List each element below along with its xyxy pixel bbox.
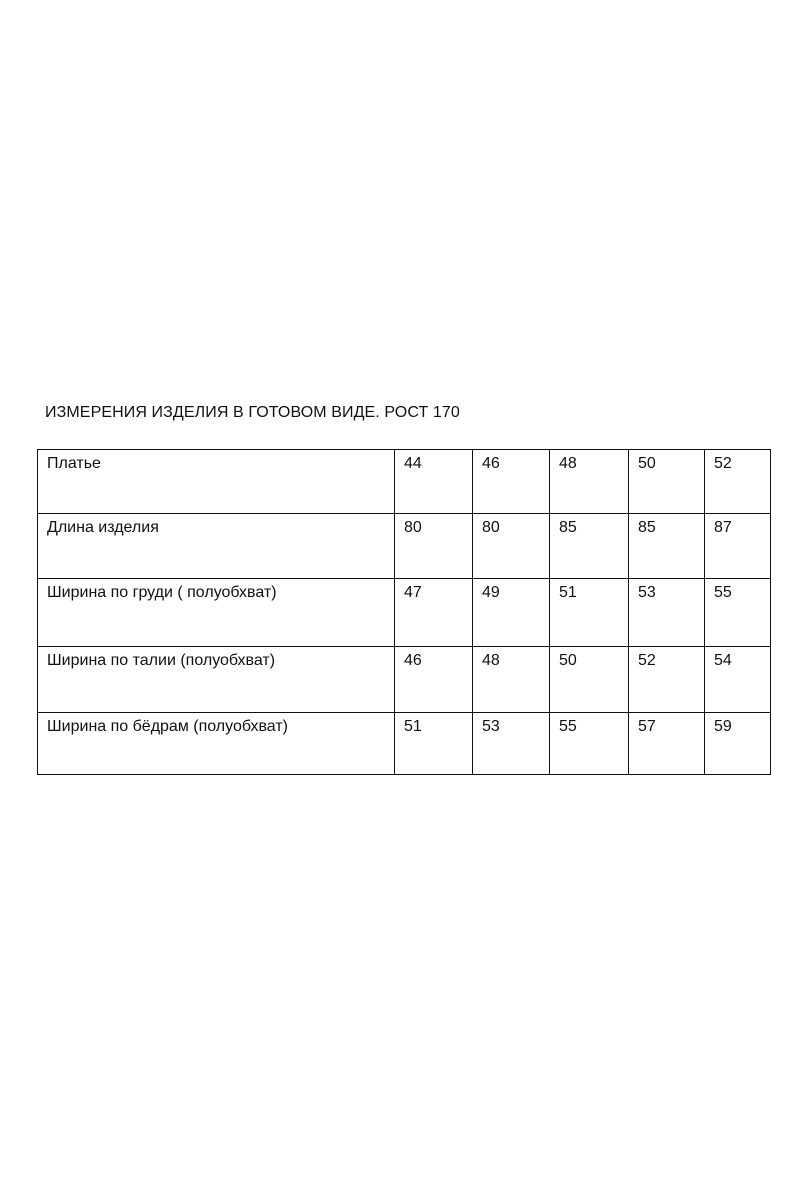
table-row-header xyxy=(38,450,771,514)
table-row xyxy=(38,579,771,647)
row-label: Платье xyxy=(38,450,395,514)
row-label: Ширина по груди ( полуобхват) xyxy=(38,579,395,647)
table-cell: 80 xyxy=(395,514,473,579)
table-cell: 55 xyxy=(705,579,771,647)
table-row xyxy=(38,713,771,775)
table-cell: 51 xyxy=(395,713,473,775)
table-cell: 47 xyxy=(395,579,473,647)
row-label: Ширина по бёдрам (полуобхват) xyxy=(38,713,395,775)
table-cell: 85 xyxy=(629,514,705,579)
table-cell: 55 xyxy=(550,713,629,775)
table-cell: 54 xyxy=(705,647,771,713)
table-cell: 52 xyxy=(705,450,771,514)
table-cell: 46 xyxy=(473,450,550,514)
table-cell: 50 xyxy=(550,647,629,713)
table-cell: 51 xyxy=(550,579,629,647)
table-cell: 87 xyxy=(705,514,771,579)
table-cell: 48 xyxy=(550,450,629,514)
table-cell: 53 xyxy=(473,713,550,775)
table-cell: 50 xyxy=(629,450,705,514)
size-table xyxy=(37,449,771,775)
table-cell: 52 xyxy=(629,647,705,713)
page-title: ИЗМЕРЕНИЯ ИЗДЕЛИЯ В ГОТОВОМ ВИДЕ. РОСТ 170 xyxy=(45,404,460,421)
table-cell: 46 xyxy=(395,647,473,713)
table-cell: 85 xyxy=(550,514,629,579)
row-label: Длина изделия xyxy=(38,514,395,579)
table-row xyxy=(38,647,771,713)
table-cell: 80 xyxy=(473,514,550,579)
table-cell: 57 xyxy=(629,713,705,775)
table-cell: 53 xyxy=(629,579,705,647)
table-cell: 48 xyxy=(473,647,550,713)
row-label: Ширина по талии (полуобхват) xyxy=(38,647,395,713)
table-cell: 49 xyxy=(473,579,550,647)
table-row xyxy=(38,514,771,579)
table-cell: 59 xyxy=(705,713,771,775)
table-cell: 44 xyxy=(395,450,473,514)
